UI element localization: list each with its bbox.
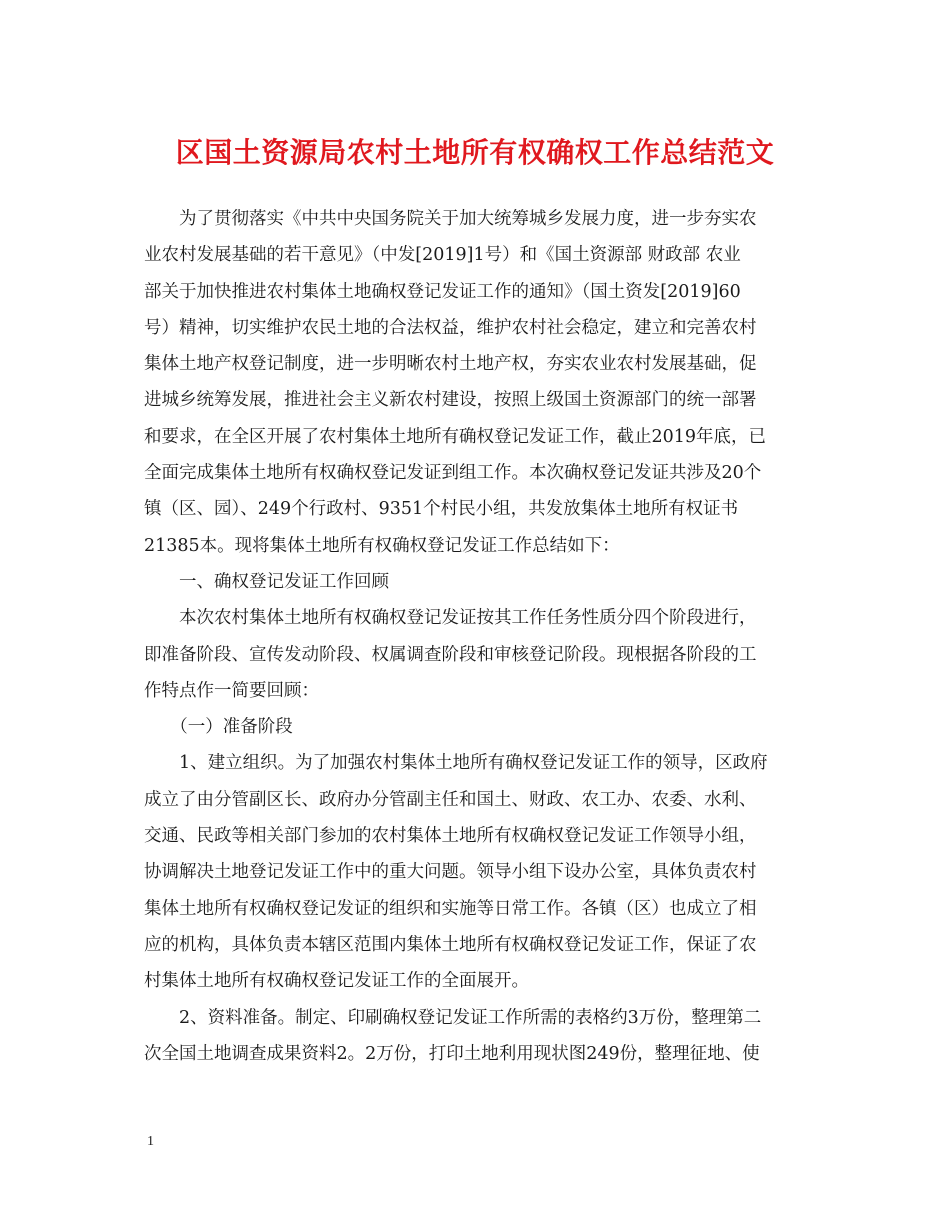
body-text-line: 即准备阶段、宣传发动阶段、权属调查阶段和审核登记阶段。现根据各阶段的工 xyxy=(144,644,757,665)
body-text-line: 业农村发展基础的若干意见》（中发[2019]1号）和《国土资源部 财政部 农业 xyxy=(144,245,741,266)
document-body xyxy=(144,201,814,1072)
body-text-line: 和要求，在全区开展了农村集体土地所有确权登记发证工作，截止2019年底，已 xyxy=(144,426,767,447)
body-text-line: 作特点作一简要回顾： xyxy=(144,680,319,701)
body-text-line: 镇（区、园）、249个行政村、9351个村民小组，共发放集体土地所有权证书 xyxy=(144,499,739,520)
body-text-line: 应的机构，具体负责本辖区范围内集体土地所有权确权登记发证工作，保证了农 xyxy=(144,934,757,955)
body-text-line: 成立了由分管副区长、政府办分管副主任和国土、财政、农工办、农委、水利、 xyxy=(144,789,757,810)
body-text-line: 为了贯彻落实《中共中央国务院关于加大统筹城乡发展力度，进一步夯实农 xyxy=(144,209,757,229)
document-title: 区国土资源局农村土地所有权确权工作总结范文 xyxy=(175,136,775,169)
body-text-line: 集体土地产权登记制度，进一步明晰农村土地产权，夯实农业农村发展基础，促 xyxy=(144,354,757,375)
body-text-line: 本次农村集体土地所有权确权登记发证按其工作任务性质分四个阶段进行， xyxy=(144,608,757,629)
body-text-line: 交通、民政等相关部门参加的农村集体土地所有权确权登记发证工作领导小组， xyxy=(144,826,757,847)
page-number: 1 xyxy=(147,1134,154,1149)
body-text-line: 一、确权登记发证工作回顾 xyxy=(144,571,389,592)
body-text-line: 协调解决土地登记发证工作中的重大问题。领导小组下设办公室，具体负责农村 xyxy=(144,862,757,883)
body-text-line: 全面完成集体土地所有权确权登记发证到组工作。本次确权登记发证共涉及20个 xyxy=(144,463,762,484)
body-text-line: 进城乡统筹发展，推进社会主义新农村建设，按照上级国土资源部门的统一部署 xyxy=(144,390,757,411)
body-text-line: 集体土地所有权确权登记发证的组织和实施等日常工作。各镇（区）也成立了相 xyxy=(144,898,757,919)
body-text-line: （一）准备阶段 xyxy=(144,717,293,738)
body-text-line: 号）精神，切实维护农民土地的合法权益，维护农村社会稳定，建立和完善农村 xyxy=(144,317,757,338)
body-text-line: 部关于加快推进农村集体土地确权登记发证工作的通知》（国土资发[2019]60 xyxy=(144,281,741,302)
body-text-line: 2、资料准备。制定、印刷确权登记发证工作所需的表格约3万份，整理第二 xyxy=(144,1007,762,1028)
body-text-line: 21385本。现将集体土地所有权确权登记发证工作总结如下： xyxy=(144,535,620,556)
body-text-line: 次全国土地调查成果资料2。2万份，打印土地利用现状图249份，整理征地、使 xyxy=(144,1043,760,1064)
body-text-line: 村集体土地所有权确权登记发证工作的全面展开。 xyxy=(144,971,529,992)
body-text-line: 1、建立组织。为了加强农村集体土地所有确权登记发证工作的领导，区政府 xyxy=(144,753,768,774)
